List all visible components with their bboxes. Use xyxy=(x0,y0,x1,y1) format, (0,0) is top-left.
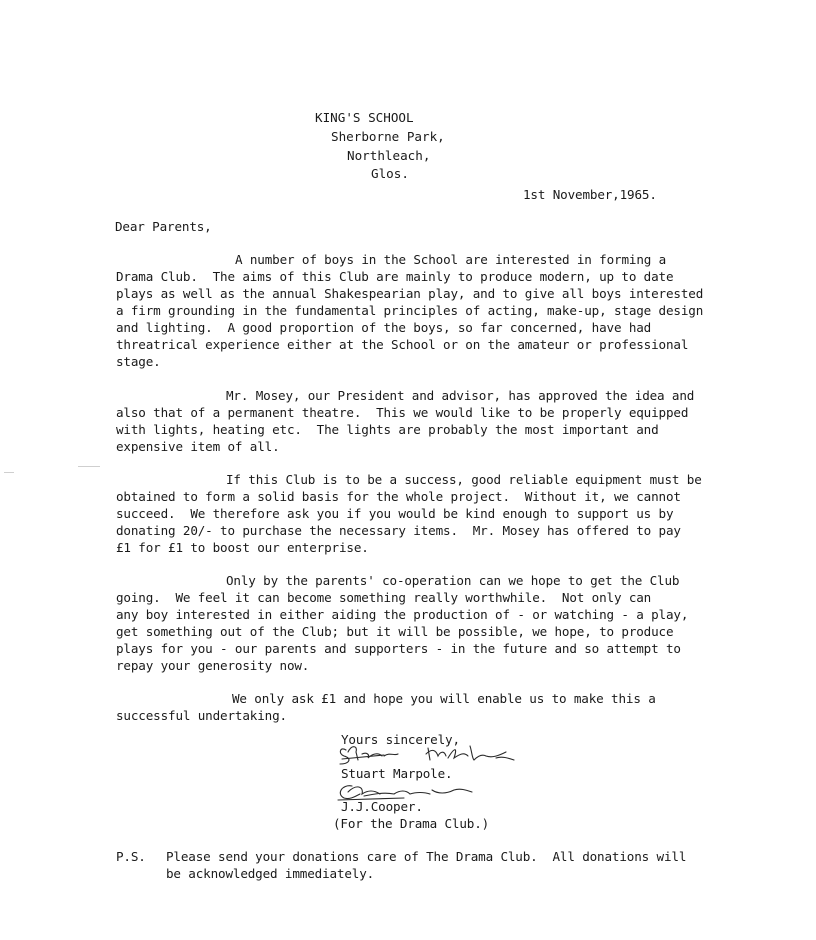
address-line: Northleach, xyxy=(347,148,431,163)
address-line: KING'S SCHOOL xyxy=(315,110,414,125)
letter-date: 1st November,1965. xyxy=(523,187,657,202)
signatory-affiliation: (For the Drama Club.) xyxy=(333,816,490,831)
paragraph-line: any boy interested in either aiding the production of - or watching - a play, xyxy=(116,607,689,622)
paragraph-line: £1 for £1 to boost our enterprise. xyxy=(116,540,369,555)
paragraph-line: plays for you - our parents and supporters - in the future and so attempt to xyxy=(116,641,681,656)
paragraph-line: stage. xyxy=(116,354,161,369)
postscript-label: P.S. xyxy=(116,849,146,864)
paragraph-line: If this Club is to be a success, good reliable equipment must be xyxy=(226,472,702,487)
paragraph-line: A number of boys in the School are interested in forming a xyxy=(235,252,667,267)
scan-mark xyxy=(78,466,100,467)
paragraph-line: expensive item of all. xyxy=(116,439,280,454)
postscript-line: Please send your donations care of The Drama Club. All donations will xyxy=(166,849,687,864)
signatory-name: J.J.Cooper. xyxy=(341,799,423,814)
paragraph-line: also that of a permanent theatre. This we would like to be properly equipped xyxy=(116,405,689,420)
paragraph-line: We only ask £1 and hope you will enable us to make this a xyxy=(232,691,656,706)
paragraph-line: get something out of the Club; but it will be possible, we hope, to produce xyxy=(116,624,674,639)
paragraph-line: plays as well as the annual Shakespearian play, and to give all boys interested xyxy=(116,286,704,301)
scan-mark xyxy=(4,472,14,473)
postscript-line: be acknowledged immediately. xyxy=(166,866,375,881)
paragraph-line: repay your generosity now. xyxy=(116,658,310,673)
signatory-name: Stuart Marpole. xyxy=(341,766,453,781)
paragraph-line: and lighting. A good proportion of the boys, so far concerned, have had xyxy=(116,320,652,335)
paragraph-line: with lights, heating etc. The lights are probably the most important and xyxy=(116,422,659,437)
closing: Yours sincerely, xyxy=(341,732,460,747)
paragraph-line: going. We feel it can become something really worthwhile. Not only can xyxy=(116,590,652,605)
paragraph-line: Drama Club. The aims of this Club are mainly to produce modern, up to date xyxy=(116,269,674,284)
paragraph-line: a firm grounding in the fundamental principles of acting, make-up, stage design xyxy=(116,303,704,318)
paragraph-line: successful undertaking. xyxy=(116,708,287,723)
paragraph-line: Mr. Mosey, our President and advisor, has approved the idea and xyxy=(226,388,695,403)
address-line: Glos. xyxy=(371,166,409,181)
paragraph-line: obtained to form a solid basis for the whole project. Without it, we cannot xyxy=(116,489,681,504)
paragraph-line: threatrical experience either at the School or on the amateur or professional xyxy=(116,337,689,352)
paragraph-line: donating 20/- to purchase the necessary items. Mr. Mosey has offered to pay xyxy=(116,523,681,538)
paragraph-line: Only by the parents' co-operation can we hope to get the Club xyxy=(226,573,680,588)
salutation: Dear Parents, xyxy=(115,219,212,234)
address-line: Sherborne Park, xyxy=(331,129,445,144)
paragraph-line: succeed. We therefore ask you if you would be kind enough to support us by xyxy=(116,506,674,521)
